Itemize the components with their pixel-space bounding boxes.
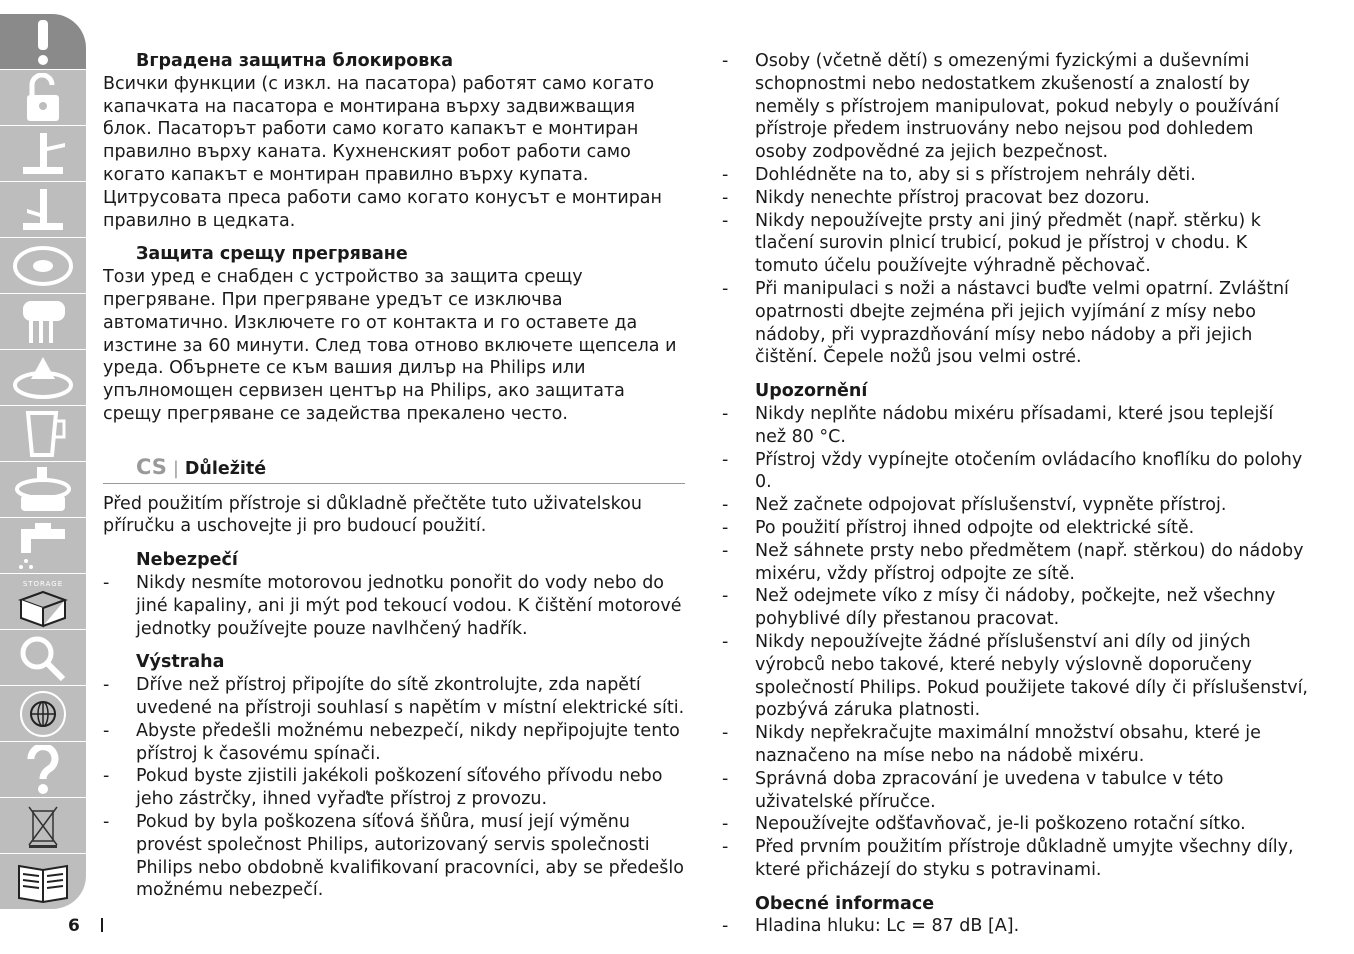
- citrus-press-icon[interactable]: [0, 350, 86, 406]
- warning-list-continued: [722, 50, 1308, 369]
- general-info-list: [722, 915, 1308, 938]
- tap-icon[interactable]: [0, 518, 86, 574]
- globe-guarantee-icon[interactable]: [0, 686, 86, 742]
- danger-heading: Nebezpečí: [136, 550, 238, 571]
- svg-text:STORAGE: STORAGE: [22, 579, 64, 588]
- kneading-hook-icon[interactable]: [0, 182, 86, 238]
- section-heading-overheat: Защита срещу прегряване: [136, 244, 408, 265]
- list-item: - Abyste předešli možnému nebezpečí, nikdy nepřipojujte tento přístroj k časovému spínači.: [103, 720, 685, 766]
- language-separator: |: [172, 458, 179, 479]
- list-item: - Nepoužívejte odšťavňovač, je-li poškozeno rotační sítko.: [722, 813, 1308, 836]
- page-number-divider: [101, 918, 103, 932]
- caution-list: [722, 403, 1308, 882]
- blender-jar-icon[interactable]: [0, 406, 86, 462]
- crossed-bin-icon[interactable]: [0, 798, 86, 854]
- section-text-overheat: Този уред е снабден с устройство за защита срещу прегряване. При прегряване уредът се изключва автоматично. Изключете го от контакта и го оставете да изстине за 60 минути. След това отново включете щепсела и уреда. Обърнете се към вашия дилър на Philips или упълномощен сервизен център на Philips, ако защитата срещу прегряване се задейства прекалено често.: [103, 267, 677, 424]
- magnifier-icon[interactable]: [0, 630, 86, 686]
- left-column: [103, 50, 685, 902]
- section-text-built-in-lock: Всички функции (с изкл. на пасатора) работят само когато капачката на пасатора е монтирана върху задвижващия блок. Пасаторът работи само когато капакът е монтиран правилно върху каната. Кухненският робот работи само когато капакът е монтиран правилно върху купата. Цитрусовата преса работи само когато конусът е монтиран правилно в цедката.: [103, 73, 662, 231]
- list-item: - Nikdy nepoužívejte prsty ani jiný předmět (např. stěrku) k tlačení surovin plnicí trubicí, pokud je přístroj v chodu. K tomuto účelu používejte výhradně pěchovač.: [722, 210, 1308, 278]
- list-item: - Přístroj vždy vypínejte otočením ovládacího knoflíku do polohy 0.: [722, 449, 1308, 495]
- language-code: CS: [136, 454, 167, 479]
- storage-box-icon[interactable]: [0, 574, 86, 630]
- mixer-icon[interactable]: [0, 294, 86, 350]
- language-section-header: [103, 456, 685, 484]
- juicer-icon[interactable]: [0, 462, 86, 518]
- warning-list: [103, 674, 685, 902]
- language-section-title: Důležité: [184, 458, 267, 479]
- list-item: - Osoby (včetně dětí) s omezenými fyzickými a duševními schopnostmi nebo nedostatkem zkušeností a znalostí by neměly s přístrojem manipulovat, pokud nebyly o používání přístroje předem instruovány nebo nejsou pod dohledem osoby zodpovědné za jejich bezpečnost.: [722, 50, 1308, 164]
- general-info-heading: Obecné informace: [755, 893, 935, 914]
- list-item: - Pokud by byla poškozena síťová šňůra, musí její výměnu provést společnost Philips, autorizovaný servis společnosti Philips nebo obdobně kvalifikovaní pracovníci, aby se předešlo možnému nebezpečí.: [103, 811, 685, 902]
- unlock-icon[interactable]: [0, 70, 86, 126]
- list-item: - Správná doba zpracování je uvedena v tabulce v této uživatelské příručce.: [722, 768, 1308, 814]
- list-item: - Dohlédněte na to, aby si s přístrojem nehrály děti.: [722, 164, 1308, 187]
- danger-list: [103, 572, 685, 640]
- book-icon[interactable]: [0, 854, 86, 910]
- list-item: - Po použití přístroj ihned odpojte od elektrické sítě.: [722, 517, 1308, 540]
- list-item: - Pokud byste zjistili jakékoli poškození síťového přívodu nebo jeho zástrčky, ihned vyřaďte přístroj z provozu.: [103, 765, 685, 811]
- section-heading-built-in-lock: Вградена защитна блокировка: [136, 51, 454, 71]
- list-item: - Nikdy neplňte nádobu mixéru přísadami, které jsou teplejší než 80 °C.: [722, 403, 1308, 449]
- caution-heading: Upozornění: [755, 381, 868, 402]
- list-item: - Nikdy nenechte přístroj pracovat bez dozoru.: [722, 187, 1308, 210]
- exclamation-icon[interactable]: [0, 14, 86, 70]
- list-item: - Dříve než přístroj připojíte do sítě zkontrolujte, zda napětí uvedené na přístroji souhlasí s napětím v místní elektrické síti.: [103, 674, 685, 720]
- list-item: - Nikdy nepoužívejte žádné příslušenství ani díly od jiných výrobců nebo takové, které nebyly výslovně doporučeny společností Philips. Pokud použijete takové díly či příslušenství, pozbývá záruka platnosti.: [722, 631, 1308, 722]
- list-item: - Než odejmete víko z mísy či nádoby, počkejte, než všechny pohyblivé díly přestanou pracovat.: [722, 585, 1308, 631]
- right-column: [722, 50, 1308, 938]
- sidebar-tabs: [0, 14, 86, 908]
- question-icon[interactable]: [0, 742, 86, 798]
- blade-icon[interactable]: [0, 126, 86, 182]
- list-item: - Hladina hluku: Lc = 87 dB [A].: [722, 915, 1308, 938]
- list-item: - Nikdy nesmíte motorovou jednotku ponořit do vody nebo do jiné kapaliny, ani ji mýt pod tekoucí vodou. K čištění motorové jednotky používejte pouze navlhčený hadřík.: [103, 572, 685, 640]
- intro-text: Před použitím přístroje si důkladně přečtěte tuto uživatelskou příručku a uschovejte ji pro budoucí použití.: [103, 493, 642, 537]
- list-item: - Než sáhnete prsty nebo předmětem (např. stěrkou) do nádoby mixéru, vždy přístroj odpojte ze sítě.: [722, 540, 1308, 586]
- list-item: - Před prvním použitím přístroje důkladně umyjte všechny díly, které přicházejí do styku s potravinami.: [722, 836, 1308, 882]
- warning-heading: Výstraha: [136, 652, 225, 673]
- page-number: 6: [68, 916, 80, 936]
- list-item: - Nikdy nepřekračujte maximální množství obsahu, které je naznačeno na míse nebo na nádobě mixéru.: [722, 722, 1308, 768]
- list-item: - Při manipulaci s noži a nástavci buďte velmi opatrní. Zvláštní opatrnosti dbejte zejména při jejich vyjímání z mísy nebo nádoby, při vyprazdňování mísy nebo nádoby a při jejich čištění. Čepele nožů jsou velmi ostré.: [722, 278, 1308, 369]
- list-item: - Než začnete odpojovat příslušenství, vypněte přístroj.: [722, 494, 1308, 517]
- disc-icon[interactable]: [0, 238, 86, 294]
